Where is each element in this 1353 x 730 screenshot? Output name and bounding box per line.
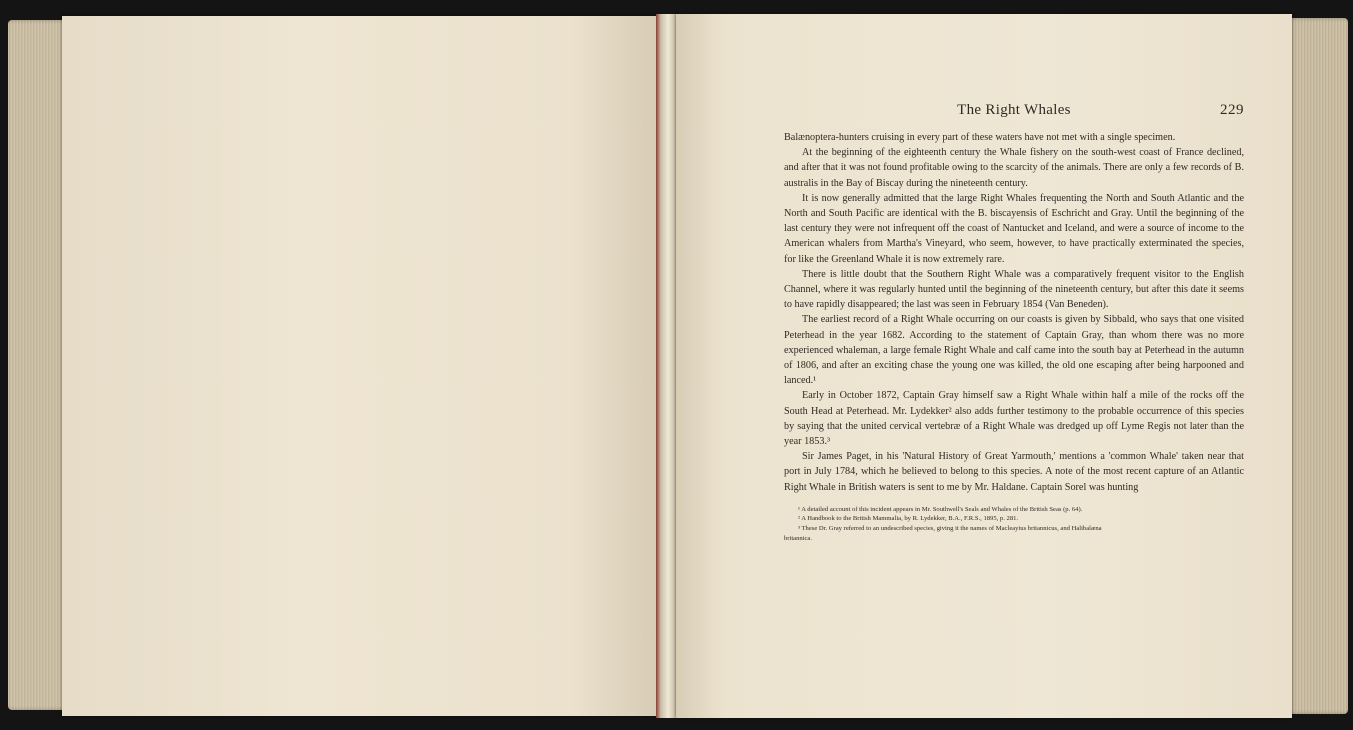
running-head	[784, 102, 1244, 126]
paragraph: The earliest record of a Right Whale occurring on our coasts is given by Sibbald, who says that one visited Peterhead in the year 1682. According to the statement of Captain Gray, than whom there was no more experienced whaleman, a large female Right Whale and calf came into the south bay at Peterhead in the autumn of 1806, and after an exciting chase the young one was killed, the old one escaping after being harpooned and lanced.¹	[784, 314, 1244, 387]
left-page-edges	[8, 20, 70, 710]
page-number: 229	[1220, 102, 1244, 118]
page-text-block	[784, 102, 1244, 543]
paragraph: Sir James Paget, in his 'Natural History of Great Yarmouth,' mentions a 'common Whale' taken near that port in July 1784, which he believed to belong to this species. A note of the most recent capture of an Atlantic Right Whale in British waters is sent to me by Mr. Haldane. Captain Sorel was hunting	[784, 451, 1244, 493]
footnotes	[784, 505, 1244, 543]
footnote: ³ These Dr. Gray referred to an undescribed species, giving it the names of Macleayius britannicus, and Halibalæna	[798, 525, 1102, 533]
paragraph: Balænoptera-hunters cruising in every part of these waters have not met with a single specimen.	[784, 132, 1176, 143]
footnote: ² A Handbook to the British Mammalia, by R. Lydekker, B.A., F.R.S., 1895, p. 281.	[798, 515, 1019, 523]
blank-left-page	[62, 16, 662, 716]
right-page	[676, 14, 1292, 718]
right-page-edges	[1288, 18, 1348, 714]
paragraph: There is little doubt that the Southern Right Whale was a comparatively frequent visitor to the English Channel, where it was regularly hunted until the beginning of the nineteenth century, but after this date it seems to have rapidly disappeared; the last was seen in February 1854 (Van Beneden).	[784, 268, 1244, 311]
paragraph: At the beginning of the eighteenth century the Whale fishery on the south-west coast of France declined, and after that it was not found profitable owing to the scarcity of the animals. There are only a few records of B. australis in the Bay of Biscay during the nineteenth century.	[784, 147, 1244, 189]
body-text	[784, 130, 1244, 495]
paragraph: Early in October 1872, Captain Gray himself saw a Right Whale within half a mile of the rocks off the South Head at Peterhead. Mr. Lydekker² also adds further testimony to the probable occurrence of this species by saying that the united cervical vertebræ of a Right Whale was dredged up off Lyme Regis not later than the year 1853.³	[784, 390, 1244, 448]
footnote-continuation: britannica.	[784, 534, 813, 542]
paragraph: It is now generally admitted that the large Right Whales frequenting the North and South Atlantic and the North and South Pacific are identical with the B. biscayensis of Eschricht and Gray. Until the beginning of the last century they were not infrequent off the coast of Nantucket and Iceland, and were a source of income to the American whalers from Martha's Vineyard, who seem, however, to have practically exterminated the species, for like the Greenland Whale it is now extremely rare.	[784, 192, 1244, 265]
running-title: The Right Whales	[957, 102, 1071, 118]
footnote: ¹ A detailed account of this incident appears in Mr. Southwell's Seals and Whales of the British Seas (p. 64).	[798, 505, 1083, 513]
